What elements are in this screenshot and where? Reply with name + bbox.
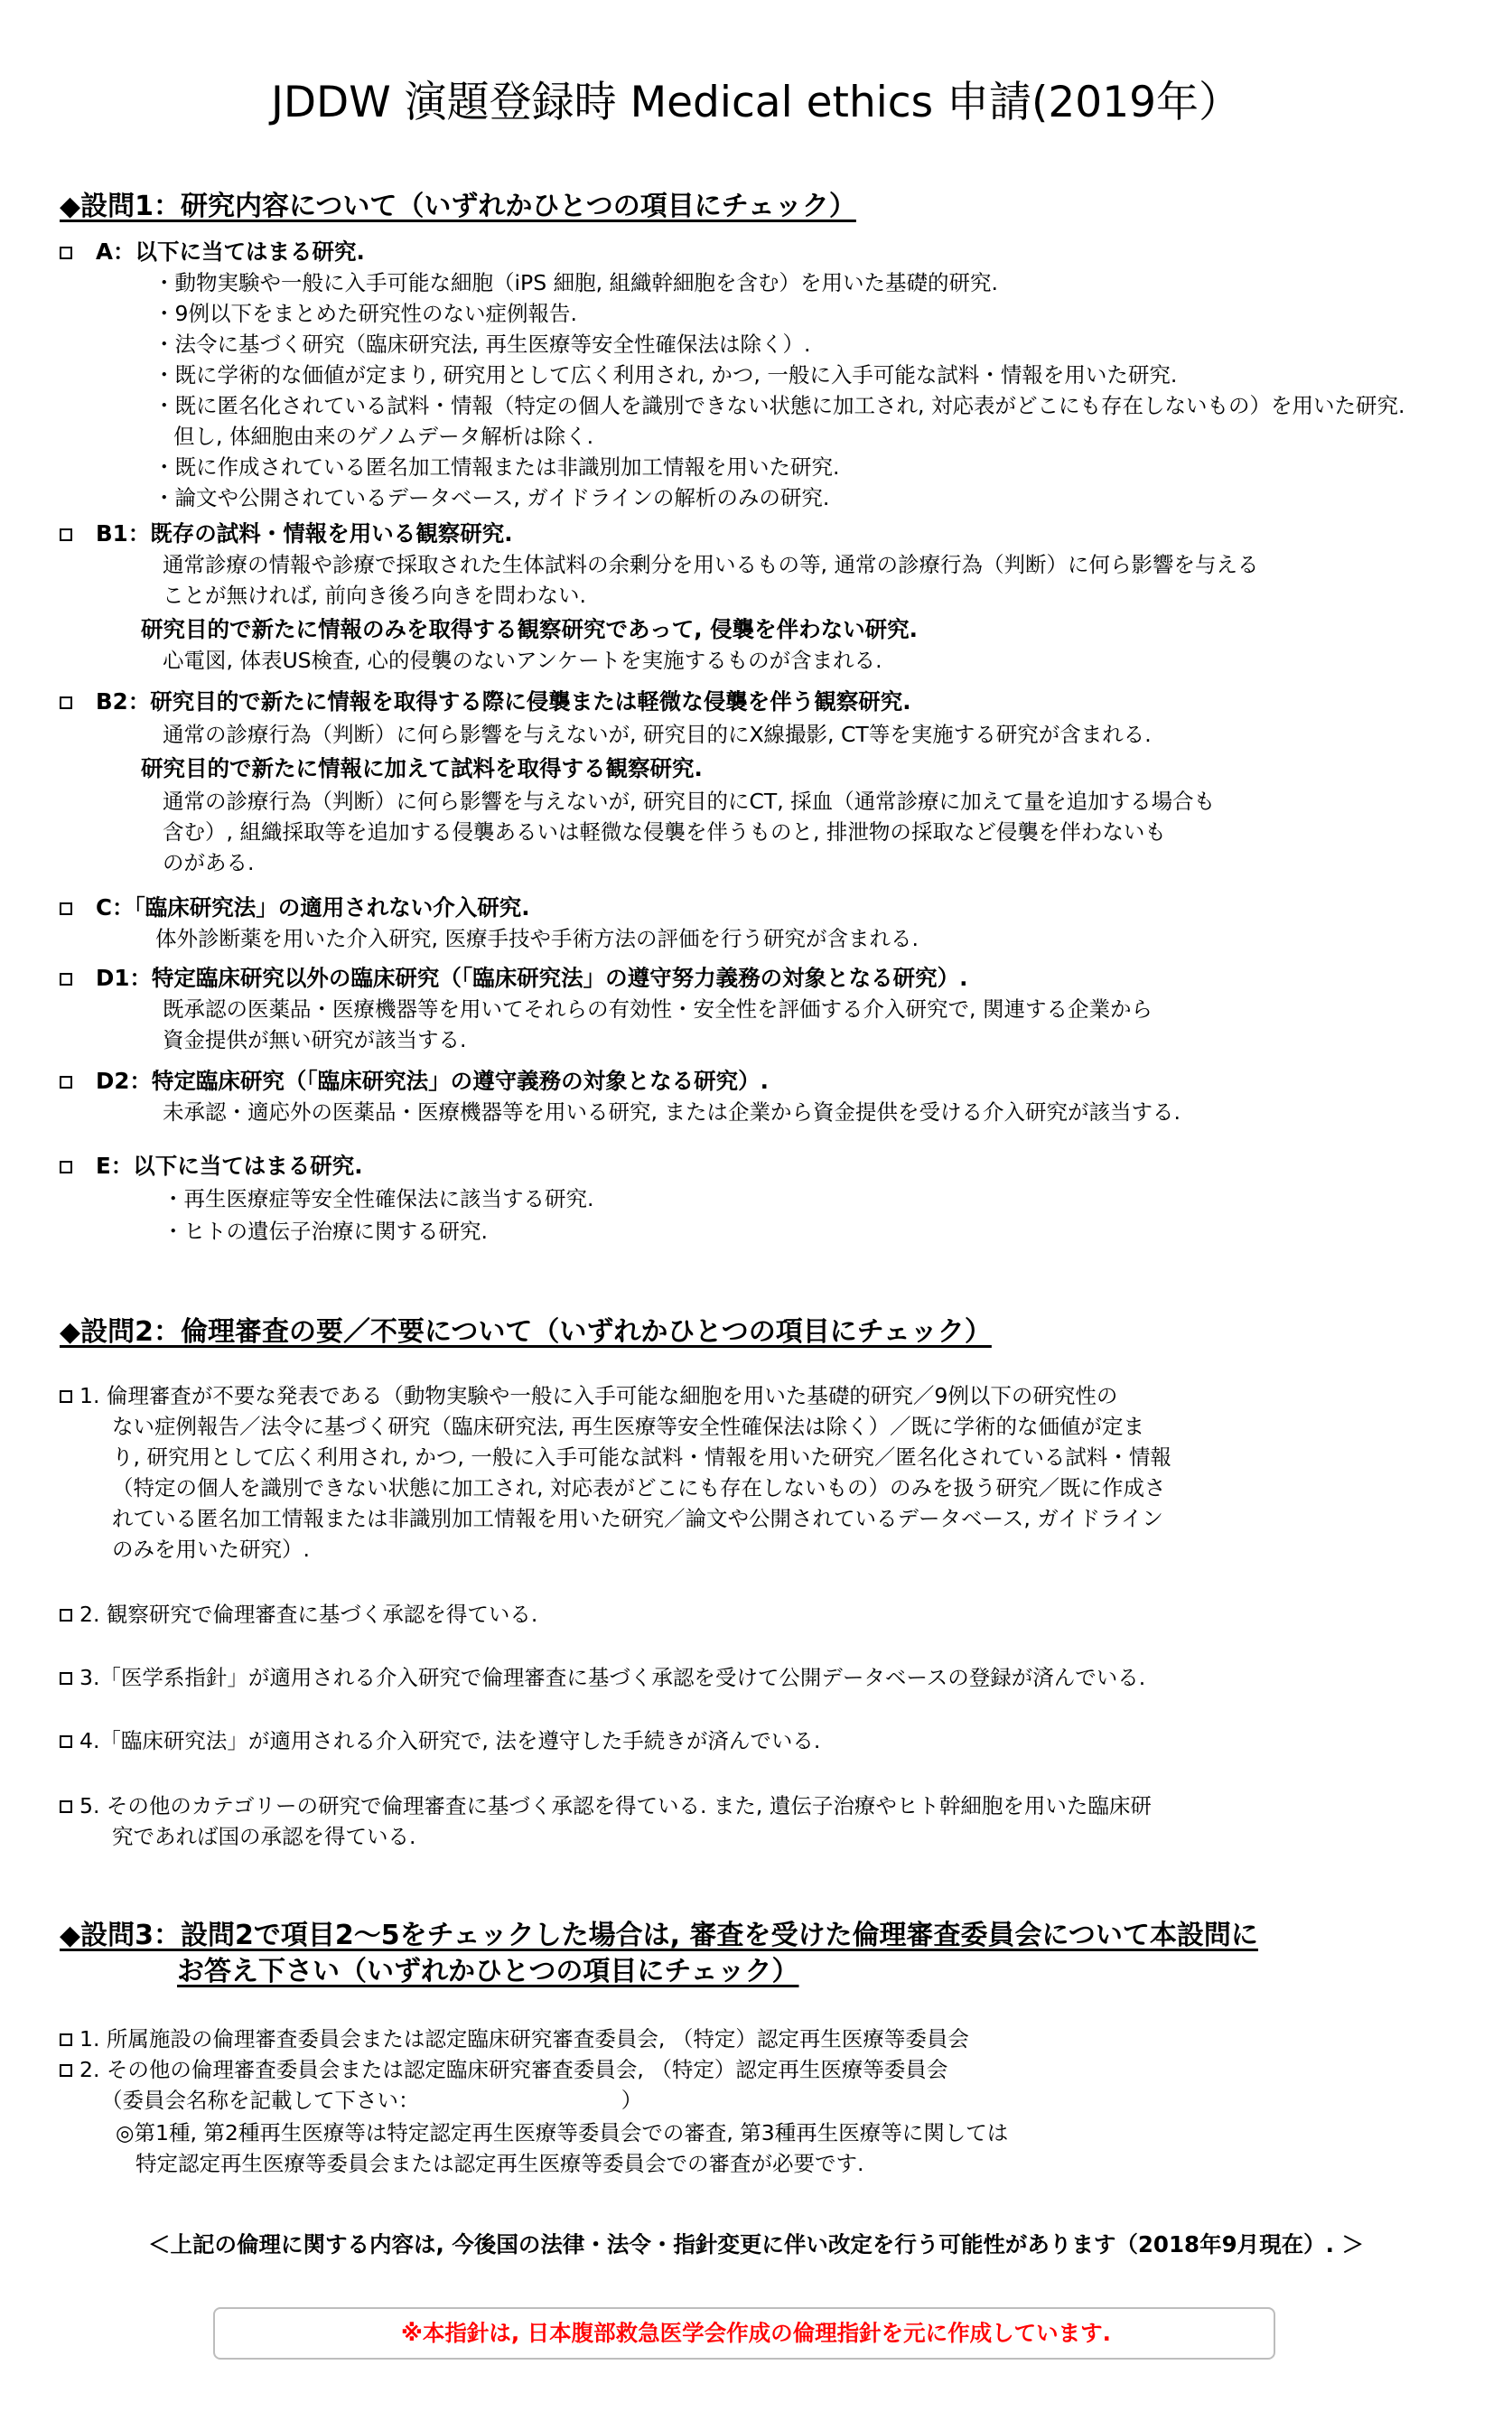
q3-option-1[interactable]: 1. 所属施設の倫理審査委員会または認定臨床研究審査委員会, （特定）認定再生医療等委員会 — [60, 2024, 969, 2054]
q1-a-line: ・動物実験や一般に入手可能な細胞（iPS 細胞, 組織幹細胞を含む）を用いた基礎的研究. — [154, 270, 998, 295]
checkbox[interactable] — [60, 1390, 72, 1403]
q1-a-line: ・既に匿名化されている試料・情報（特定の個人を識別できない状態に加工され, 対応表がどこにも存在しないもの）を用いた研究. — [154, 393, 1405, 418]
checkbox[interactable] — [60, 1076, 72, 1089]
q1-option-c[interactable]: C：「臨床研究法」の適用されない介入研究. — [60, 893, 530, 923]
q1-a-line: ・9例以下をまとめた研究性のない症例報告. — [154, 301, 577, 326]
checkbox[interactable] — [60, 1161, 72, 1173]
q1-b1-subheading: 研究目的で新たに情報のみを取得する観察研究であって, 侵襲を伴わない研究. — [141, 616, 918, 642]
q2-option-5[interactable]: 5. その他のカテゴリーの研究で倫理審査に基づく承認を得ている. また, 遺伝子治療やヒト幹細胞を用いた臨床研 — [60, 1790, 1152, 1821]
checkbox[interactable] — [60, 1800, 72, 1813]
q1-b1-line: 通常診療の情報や診療で採取された生体試料の余剰分を用いるもの等, 通常の診療行為（判断）に何ら影響を与える — [163, 552, 1259, 577]
q3-note-line: ◎第1種, 第2種再生医療等は特定認定再生医療等委員会での審査, 第3種再生医療等に関しては — [116, 2120, 1009, 2145]
q1-b2-line: 通常の診療行為（判断）に何ら影響を与えないが, 研究目的にCT, 採血（通常診療に加えて量を追加する場合も — [163, 789, 1216, 814]
q2-item1-line: のみを用いた研究）. — [112, 1537, 310, 1562]
q2-option-1[interactable]: 1. 倫理審査が不要な発表である（動物実験や一般に入手可能な細胞を用いた基礎的研究／9例以下の研究性の — [60, 1380, 1117, 1411]
q2-item5-line: 究であれば国の承認を得ている. — [112, 1824, 416, 1849]
q3-option-2[interactable]: 2. その他の倫理審査委員会または認定臨床研究審査委員会, （特定）認定再生医療等委員会 — [60, 2054, 947, 2085]
q1-b2-subheading: 研究目的で新たに情報に加えて試料を取得する観察研究. — [141, 755, 703, 781]
committee-name-field[interactable]: （委員会名称を記載して下さい： ） — [101, 2088, 643, 2113]
checkbox[interactable] — [60, 2033, 72, 2046]
q1-option-e[interactable]: E：以下に当てはまる研究. — [60, 1151, 363, 1182]
checkbox[interactable] — [60, 247, 72, 259]
q3-heading-line2: お答え下さい（いずれかひとつの項目にチェック） — [177, 1956, 799, 1987]
q1-a-line: 但し, 体細胞由来のゲノムデータ解析は除く. — [173, 424, 594, 449]
q1-d2-line: 未承認・適応外の医薬品・医療機器等を用いる研究, または企業から資金提供を受ける介入研究が該当する. — [163, 1099, 1181, 1125]
q2-item1-line: り, 研究用として広く利用され, かつ, 一般に入手可能な試料・情報を用いた研究／匿名化されている試料・情報 — [112, 1444, 1171, 1470]
q2-heading: ◆設問2：倫理審査の要／不要について（いずれかひとつの項目にチェック） — [60, 1316, 992, 1348]
q2-option-4[interactable]: 4.「臨床研究法」が適用される介入研究で, 法を遵守した手続きが済んでいる. — [60, 1725, 820, 1756]
q1-b1-line: 心電図, 体表US検査, 心的侵襲のないアンケートを実施するものが含まれる. — [163, 648, 882, 673]
checkbox[interactable] — [60, 973, 72, 986]
q1-a-line: ・既に学術的な価値が定まり, 研究用として広く利用され, かつ, 一般に入手可能な試料・情報を用いた研究. — [154, 362, 1178, 388]
revision-notice: ＜上記の倫理に関する内容は, 今後国の法律・法令・指針変更に伴い改定を行う可能性があります（2018年9月現在）. ＞ — [148, 2231, 1364, 2257]
checkbox[interactable] — [60, 528, 72, 541]
q1-option-b2[interactable]: B2：研究目的で新たに情報を取得する際に侵襲または軽微な侵襲を伴う観察研究. — [60, 687, 911, 717]
q2-item1-line: （特定の個人を識別できない状態に加工され, 対応表がどこにも存在しないもの）のみを扱う研究／既に作成さ — [112, 1475, 1166, 1500]
q2-option-3[interactable]: 3.「医学系指針」が適用される介入研究で倫理審査に基づく承認を受けて公開データベースの登録が済んでいる. — [60, 1662, 1145, 1693]
checkbox[interactable] — [60, 1609, 72, 1622]
q1-b1-line: ことが無ければ, 前向き後ろ向きを問わない. — [163, 583, 586, 608]
page-title: JDDW 演題登録時 Medical ethics 申請(2019年） — [271, 78, 1241, 127]
checkbox[interactable] — [60, 2064, 72, 2077]
q1-a-line: ・既に作成されている匿名加工情報または非識別加工情報を用いた研究. — [154, 454, 840, 480]
source-note: ※本指針は, 日本腹部救急医学会作成の倫理指針を元に作成しています. — [401, 2320, 1111, 2346]
checkbox[interactable] — [60, 696, 72, 709]
checkbox[interactable] — [60, 902, 72, 915]
q3-heading: ◆設問3：設問2で項目2～5をチェックした場合は, 審査を受けた倫理審査委員会について本設問に — [60, 1920, 1258, 1951]
checkbox[interactable] — [60, 1672, 72, 1685]
q1-b2-line: 通常の診療行為（判断）に何ら影響を与えないが, 研究目的にX線撮影, CT等を実施する研究が含まれる. — [163, 722, 1152, 747]
q1-e-line: ・再生医療症等安全性確保法に該当する研究. — [163, 1186, 594, 1211]
q1-option-d2[interactable]: D2：特定臨床研究（「臨床研究法」の遵守義務の対象となる研究）. — [60, 1066, 769, 1097]
q1-heading: ◆設問1：研究内容について（いずれかひとつの項目にチェック） — [60, 191, 856, 222]
q1-b2-line: 含む）, 組織採取等を追加する侵襲あるいは軽微な侵襲を伴うものと, 排泄物の採取など侵襲を伴わないも — [163, 819, 1166, 845]
q2-item1-line: ない症例報告／法令に基づく研究（臨床研究法, 再生医療等安全性確保法は除く）／既に学術的な価値が定ま — [112, 1414, 1144, 1439]
checkbox[interactable] — [60, 1735, 72, 1748]
q2-option-2[interactable]: 2. 観察研究で倫理審査に基づく承認を得ている. — [60, 1599, 537, 1630]
q1-e-line: ・ヒトの遺伝子治療に関する研究. — [163, 1219, 488, 1244]
q3-note-line: 特定認定再生医療等委員会または認定再生医療等委員会での審査が必要です. — [135, 2151, 864, 2176]
q1-option-d1[interactable]: D1：特定臨床研究以外の臨床研究（「臨床研究法」の遵守努力義務の対象となる研究）. — [60, 963, 967, 994]
q1-option-b1[interactable]: B1：既存の試料・情報を用いる観察研究. — [60, 519, 513, 549]
q1-d1-line: 資金提供が無い研究が該当する. — [163, 1027, 467, 1052]
q1-c-line: 体外診断薬を用いた介入研究, 医療手技や手術方法の評価を行う研究が含まれる. — [155, 926, 919, 951]
q1-d1-line: 既承認の医薬品・医療機器等を用いてそれらの有効性・安全性を評価する介入研究で, 関連する企業から — [163, 996, 1153, 1022]
q1-option-a[interactable]: A：以下に当てはまる研究. — [60, 237, 365, 267]
q2-item1-line: れている匿名加工情報または非識別加工情報を用いた研究／論文や公開されているデータベース, ガイドライン — [112, 1506, 1163, 1531]
q1-a-line: ・法令に基づく研究（臨床研究法, 再生医療等安全性確保法は除く）. — [154, 332, 811, 357]
q1-b2-line: のがある. — [163, 850, 255, 875]
q1-a-line: ・論文や公開されているデータベース, ガイドラインの解析のみの研究. — [154, 485, 830, 510]
